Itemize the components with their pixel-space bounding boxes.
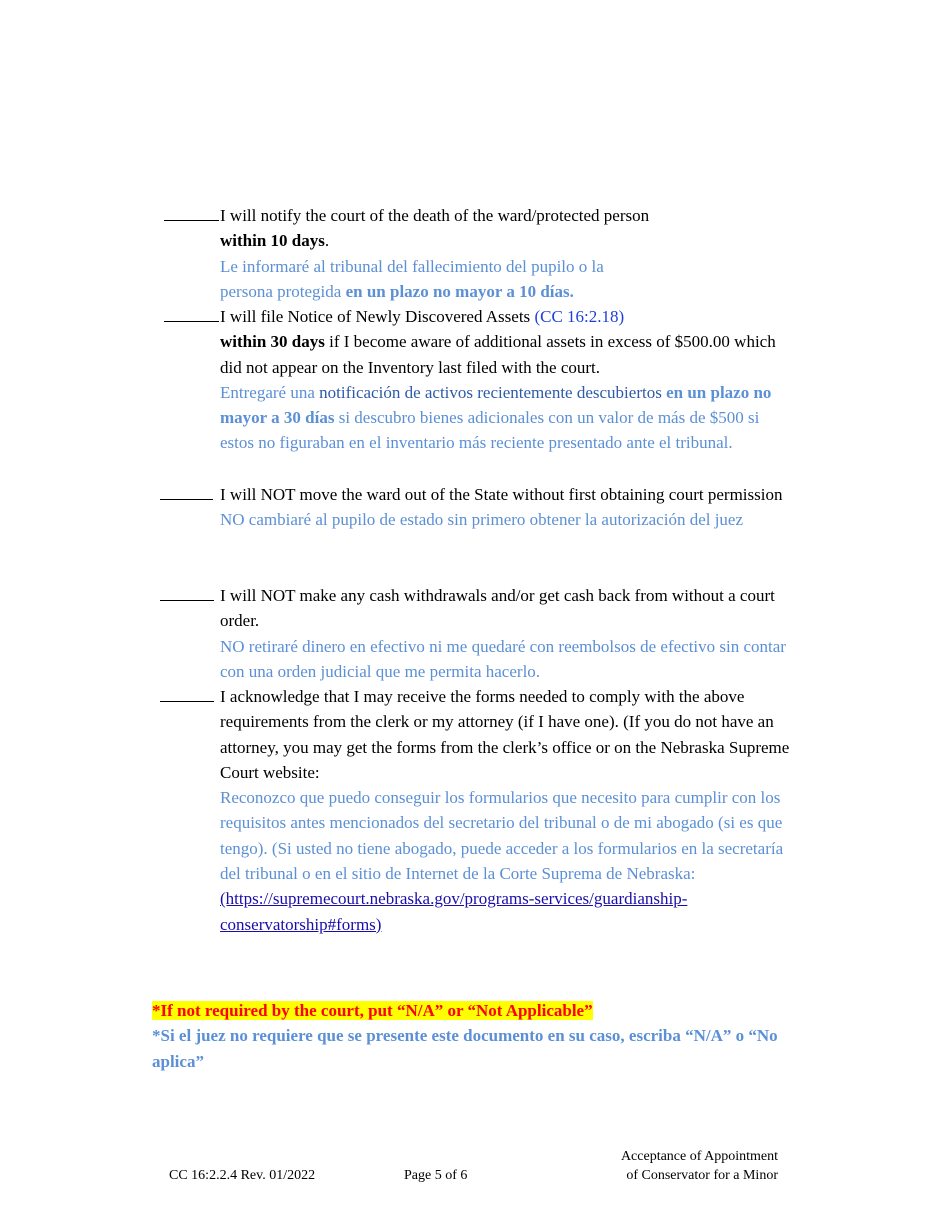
- spanish-note: *Si el juez no requiere que se presente este documento en su caso, escriba “N/A” o “No aplica”: [152, 1026, 778, 1071]
- initial-blank-line: [164, 220, 219, 221]
- forms-website-link[interactable]: (https://supremecourt.nebraska.gov/programs-services/guardianship-conservatorship#forms): [220, 889, 688, 934]
- item-spanish-text: Entregaré una notificación de activos recientemente descubiertos en un plazo no mayor a 30 días si descubro bienes adicionales con un valor de más de $500 si estos no figuraban en el inventario más reciente presentado ante el tribunal.: [220, 382, 772, 453]
- item-english-text: I will NOT make any cash withdrawals and/or get cash back from without a court order.: [220, 586, 775, 631]
- item-english-text: I will NOT move the ward out of the State without first obtaining court permission: [220, 485, 783, 504]
- initial-blank-line: [160, 499, 213, 500]
- item-spanish-text: Le informaré al tribunal del fallecimiento del pupilo o la persona protegida en un plazo no mayor a 10 días.: [220, 256, 604, 301]
- item-english-text: I will file Notice of Newly Discovered Assets (CC 16:2.18) within 30 days if I become aware of additional assets in excess of $500.00 which did not appear on the Inventory last filed with the court.: [220, 307, 776, 377]
- item-english-text: I will notify the court of the death of the ward/protected person within 10 days.: [220, 206, 650, 251]
- initial-blank-line: [164, 321, 219, 322]
- footer-form-title: Acceptance of Appointment of Conservator for a Minor: [620, 1149, 778, 1183]
- item-english-text: I acknowledge that I may receive the forms needed to comply with the above requirements from the clerk or my attorney (if I have one). (If you do not have an attorney, you may get the forms from the clerk’s office or on the Nebraska Supreme Court website:: [220, 687, 790, 782]
- rule-reference: (CC 16:2.18): [534, 307, 625, 326]
- initial-blank-line: [160, 701, 214, 702]
- initial-blank-line: [160, 600, 214, 601]
- footer-form-id: CC 16:2.2.4 Rev. 01/2022: [169, 1168, 316, 1183]
- highlighted-english-note: *If not required by the court, put “N/A” or “Not Applicable”: [152, 1001, 593, 1020]
- item-spanish-text: NO cambiaré al pupilo de estado sin primero obtener la autorización del juez: [220, 510, 744, 530]
- not-applicable-note: [152, 998, 812, 1074]
- item-spanish-text: Reconozco que puedo conseguir los formularios que necesito para cumplir con los requisitos antes mencionados del secretario del tribunal o de mi abogado (si es que tengo). (Si usted no tiene abogado, puede acceder a los formularios en la secretaría del tribunal o en el sitio de Internet de la Corte Suprema de Nebraska:: [220, 788, 784, 884]
- item-spanish-text: NO retiraré dinero en efectivo ni me quedaré con reembolsos de efectivo sin contar con una orden judicial que me permita hacerlo.: [220, 636, 786, 681]
- footer-page-number: Page 5 of 6: [404, 1168, 468, 1183]
